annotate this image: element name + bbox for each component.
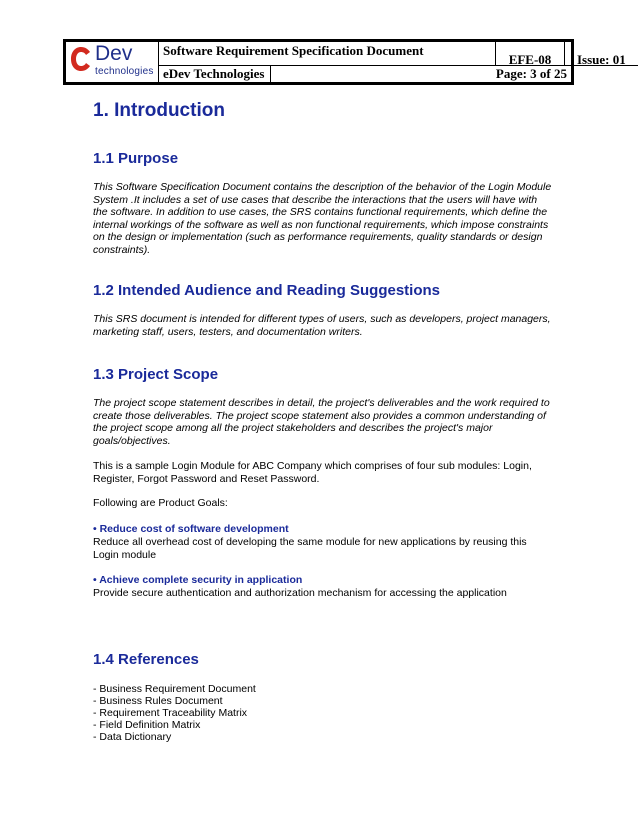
goal-1-title: • Reduce cost of software development	[93, 523, 289, 535]
heading-purpose: 1.1 Purpose	[93, 150, 179, 167]
heading-references: 1.4 References	[93, 651, 199, 668]
reference-item: - Field Definition Matrix	[93, 719, 201, 731]
company-logo	[66, 42, 159, 82]
section-title-introduction: 1. Introduction	[93, 100, 225, 121]
document-title: Software Requirement Specification Document	[159, 42, 496, 66]
page-number: Page: 3 of 25	[495, 66, 567, 81]
issue-number: Issue: 01	[565, 42, 638, 66]
goal-2-text: Provide secure authentication and authorization mechanism for accessing the application	[93, 587, 507, 599]
logo-wordmark: Dev	[95, 42, 133, 65]
scope-sample-text: This is a sample Login Module for ABC Company which comprises of four sub modules: Login, Register, Forgot Password and Reset Password.	[93, 460, 532, 485]
heading-intended-audience: 1.2 Intended Audience and Reading Suggestions	[93, 282, 440, 299]
edev-logo-icon	[70, 46, 92, 72]
document-header	[63, 39, 626, 85]
logo-subtitle: technologies	[95, 66, 154, 77]
product-goals-intro: Following are Product Goals:	[93, 497, 228, 509]
company-name: eDev Technologies	[159, 66, 271, 82]
heading-project-scope: 1.3 Project Scope	[93, 366, 219, 383]
audience-text: This SRS document is intended for different types of users, such as developers, project managers, marketing staff, users, testers, and documentation writers.	[93, 313, 551, 338]
reference-item: - Business Requirement Document	[93, 683, 256, 695]
reference-item: - Data Dictionary	[93, 731, 172, 743]
goal-1-text: Reduce all overhead cost of developing the same module for new applications by reusing this Login module	[93, 536, 527, 561]
scope-text: The project scope statement describes in detail, the project's deliverables and the work required to create those deliverables. The project scope statement also provides a common understanding of the project scope among all the project stakeholders and describes the project's major goals/objectives.	[93, 397, 550, 447]
document-code: EFE-08	[496, 42, 565, 66]
reference-item: - Business Rules Document	[93, 695, 223, 707]
references-list	[93, 683, 256, 743]
goal-2-title: • Achieve complete security in application	[93, 574, 303, 586]
reference-item: - Requirement Traceability Matrix	[93, 707, 248, 719]
purpose-text: This Software Specification Document contains the description of the behavior of the Login Module System .It includes a set of use cases that describe the interactions that the users will have with the software. In addition to use cases, the SRS contains functional requirements, which define the internal workings of the software as well as non functional requirements, which impose constraints on the design or implementation (such as performance requirements, quality standards or design constraints).	[93, 181, 552, 256]
